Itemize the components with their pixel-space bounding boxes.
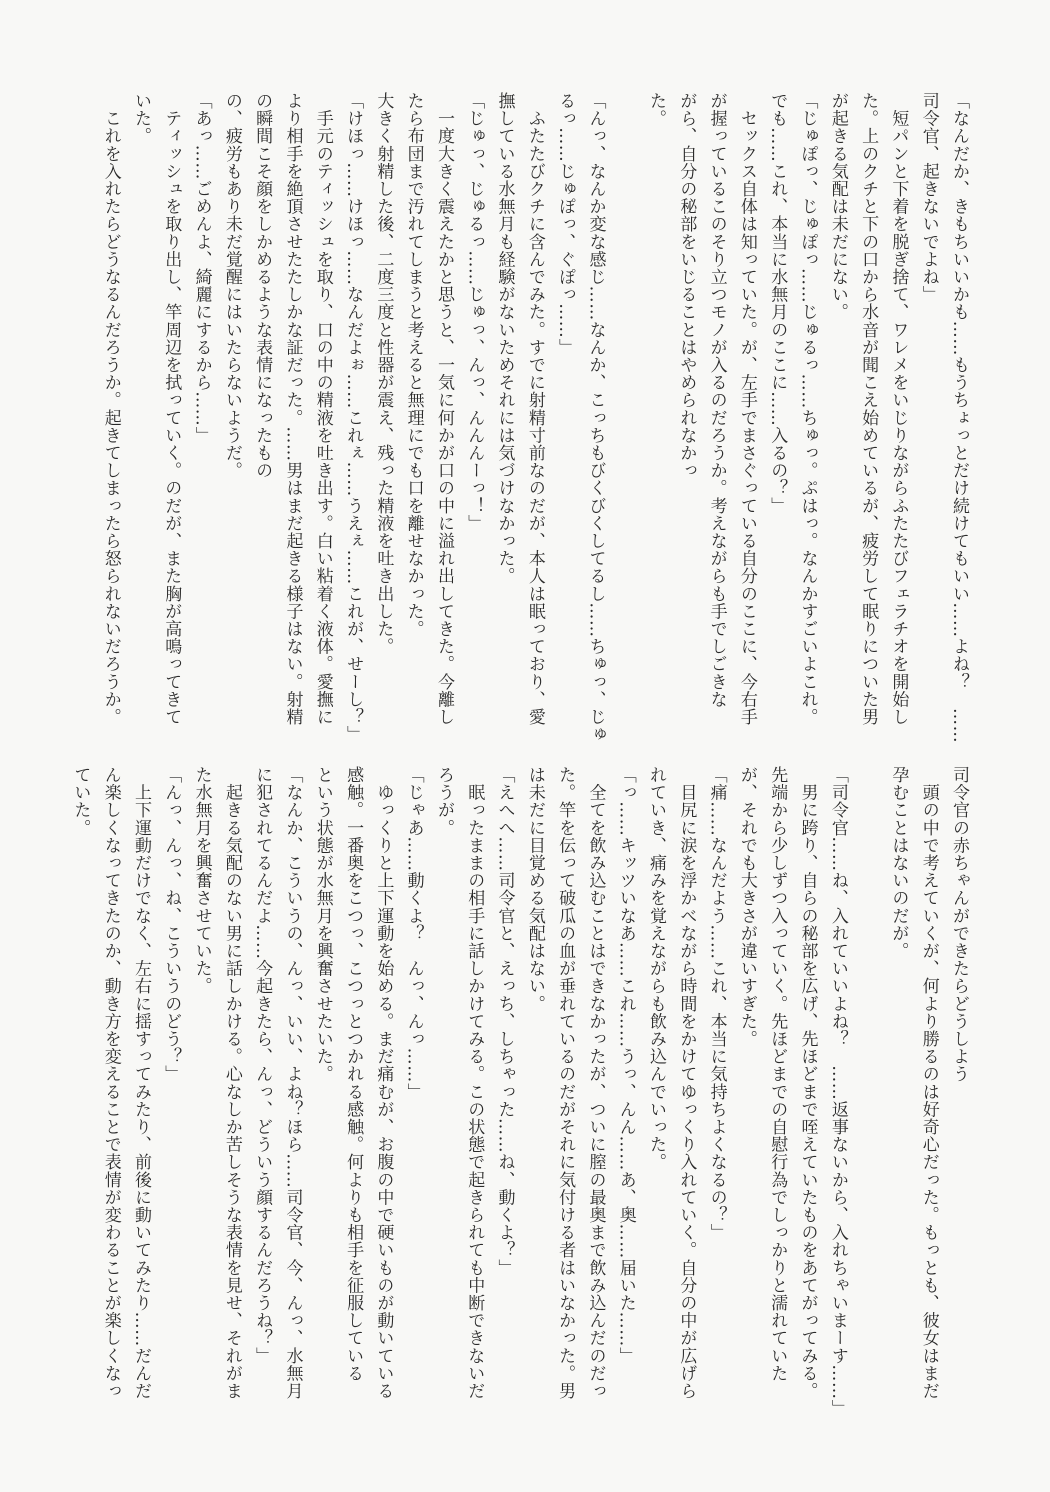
text-line: 短パンと下着を脱ぎ捨て、ワレメをいじりながらふたたびフェラチオを開始し [888, 92, 909, 726]
text-line: ていた。 [70, 766, 91, 837]
text-line: 「痛……なんだよう……これ、本当に気持ちよくなるの？」 [706, 766, 727, 1242]
text-line: 起きる気配のない男に話しかける。心なしか苦しそうな表情を見せ、それがま [221, 766, 242, 1400]
text-line: 手元のティッシュを取り、口の中の精液を吐き出す。白い粘着く液体。愛撫に [312, 92, 333, 726]
text-line: た。上のクチと下の口から水音が聞こえ始めているが、疲労して眠りについた男 [858, 92, 879, 726]
text-line: 「んっ、なんか変な感じ……なんか、こっちもびくびくしてるし……ちゅっ、じゅ [585, 92, 606, 744]
text-line: が握っているこのそり立つモノが入るのだろうか。考えながらも手でしごきな [706, 92, 727, 708]
text-line: いた。 [130, 92, 151, 145]
text-line: 「えへへ……司令官と、えっち、しちゃった……ね、動くよ？」 [494, 766, 515, 1277]
text-line: は未だに目覚める気配はない。 [524, 766, 545, 1013]
text-line: 撫している水無月も経験がないためそれには気づけなかった。 [494, 92, 515, 585]
text-line: の、疲労もあり未だ覚醒にはいたらないようだ。 [221, 92, 242, 480]
text-line: 頭の中で考えていくが、何より勝るのは好奇心だった。もっとも、彼女はまだ [918, 766, 939, 1400]
text-line: より相手を絶頂させたたしかな証だった。……男はまだ起きる様子はない。射精 [282, 92, 303, 726]
text-line: 「んっ、んっ、ね、こういうのどう？」 [161, 766, 182, 1083]
text-line: 全てを飲み込むことはできなかったが、ついに膣の最奥まで飲み込んだのだっ [585, 766, 606, 1400]
text-line: るっ……じゅぽっ、ぐぽっ……」 [555, 92, 576, 356]
text-line: セックス自体は知っていた。が、左手でまさぐっている自分のここに、今右手 [736, 92, 757, 726]
text-line: 司令官の赤ちゃんができたらどうしよう [949, 766, 969, 1083]
text-line: た。竿を伝って破瓜の血が垂れているのだがそれに気付ける者はいなかった。男 [555, 766, 576, 1400]
text-line: 「なんか、こういうの、んっ、いい、よね？ほら……司令官、今、んっ、水無月 [282, 766, 303, 1400]
text-line: これを入れたらどうなるんだろうか。起きてしまったら怒られないだろうか。 [100, 92, 121, 726]
text-line: たら布団まで汚れてしまうと考えると無理にでも口を離せなかった。 [403, 92, 424, 638]
text-line: ティッシュを取り出し、竿周辺を拭っていく。のだが、また胸が高鳴ってきて [161, 92, 182, 726]
text-line: た。 [646, 92, 667, 128]
text-line: でも……これ、本当に水無月のここに……入るの？」 [767, 92, 788, 515]
text-line: ん楽しくなってきたのか、動き方を変えることで表情が変わることが楽しくなっ [100, 766, 121, 1400]
text-line: た水無月を興奮させていた。 [191, 766, 212, 995]
text-line: 大きく射精した後、二度三度と性器が震え、残った精液を吐き出した。 [373, 92, 394, 656]
text-line: 「なんだか、きもちいいかも……もうちょっとだけ続けてもいい……よね？ …… [949, 92, 969, 744]
text-line: 「あっ……ごめんよ、綺麗にするから……」 [191, 92, 212, 444]
text-line: の瞬間こそ顔をしかめるような表情になったもの [252, 92, 273, 480]
text-line: 司令官、起きないでよね」 [918, 92, 939, 304]
text-line: が、それでも大きさが違いすぎた。 [736, 766, 757, 1048]
text-line: 「司令官……ね、入れていいよね？ ……返事ないから、入れちゃいまーす……」 [827, 766, 848, 1418]
text-line: に犯されてるんだよ……今起きたら、んっ、どういう顔するんだろうね？」 [252, 766, 273, 1365]
text-line [853, 766, 883, 1466]
text-line: 「じゅぽっ、じゅぽっ……じゅるっ……ちゅっ。ぷはっ。なんかすごいよこれ。 [797, 92, 818, 726]
text-line: 一度大きく震えたかと思うと、一気に何かが口の中に溢れ出してきた。今離し [433, 92, 454, 726]
text-line: ろうが。 [433, 766, 454, 837]
text-block-lower [69, 766, 974, 1466]
text-line: 眠ったままの相手に話しかけてみる。この状態で起きられても中断できないだ [464, 766, 485, 1400]
text-line: 感触。一番奥をこつっ、こつっとつかれる感触。何よりも相手を征服している [343, 766, 364, 1382]
text-line: れていき、痛みを覚えながらも飲み込んでいった。 [646, 766, 667, 1171]
text-line: ゆっくりと上下運動を始める。まだ痛むが、お腹の中で硬いものが動いている [373, 766, 394, 1400]
text-line: 「っ……キッツいなあ……これ……うっ、んん……あ、奥……届いた……」 [615, 766, 636, 1365]
text-line: 上下運動だけでなく、左右に揺すってみたり、前後に動いてみたり……だんだ [130, 766, 151, 1400]
text-line: がら、自分の秘部をいじることはやめられなかっ [676, 92, 697, 480]
text-line: が起きる気配は未だにない。 [827, 92, 848, 321]
text-line: 「じゃあ……動くよ？ んっ、んっ……」 [403, 766, 424, 1101]
text-line: という状態が水無月を興奮させたいた。 [312, 766, 333, 1083]
text-line: 「じゅっ、じゅるっ……じゅっ、んっ、んんんーっ！」 [464, 92, 485, 532]
text-line: 目尻に涙を浮かべながら時間をかけてゆっくり入れていく。自分の中が広げら [676, 766, 697, 1400]
text-block-upper [69, 92, 974, 748]
text-line [610, 92, 640, 748]
text-line: 孕むことはないのだが。 [888, 766, 909, 960]
text-line: 男に跨り、自らの秘部を広げ、先ほどまで咥えていたものをあてがってみる。 [797, 766, 818, 1400]
text-line: ふたたびクチに含んでみた。すでに射精寸前なのだが、本人は眠っており、愛 [524, 92, 545, 726]
text-line: 先端から少しずつ入っていく。先ほどまでの自慰行為でしっかりと濡れていた [767, 766, 788, 1382]
text-line: 「けほっ……けほっ……なんだよぉ……これぇ……うえぇ……これが、せーし？」 [343, 92, 364, 744]
